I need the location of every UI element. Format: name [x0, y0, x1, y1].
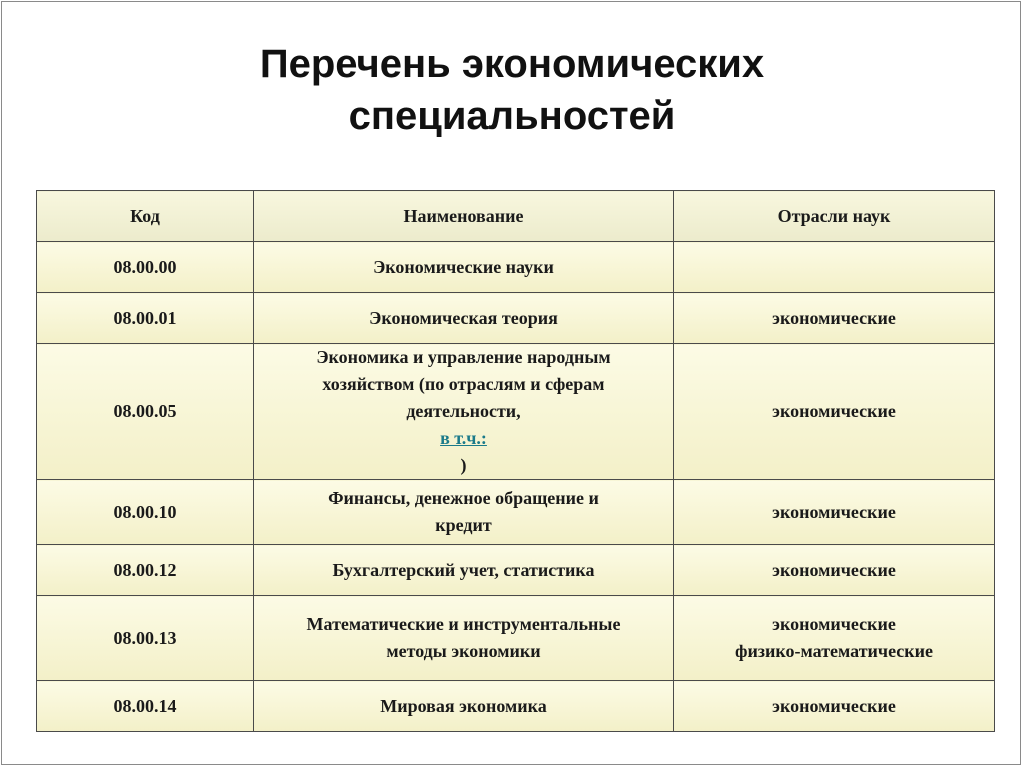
table-row: [37, 681, 995, 732]
specialties-table: [36, 190, 995, 732]
name-line: Бухгалтерский учет, статистика: [332, 559, 595, 580]
field-line: экономические: [772, 501, 896, 522]
name-text: деятельности,: [406, 401, 521, 421]
name-line: методы экономики: [386, 641, 541, 661]
cell-code: 08.00.12: [37, 545, 254, 596]
cell-code: 08.00.05: [37, 344, 254, 480]
name-line: кредит: [435, 515, 492, 535]
name-line: Финансы, денежное обращение и: [328, 488, 599, 508]
table-row: [37, 596, 995, 681]
cell-field: [674, 242, 995, 293]
cell-code: 08.00.01: [37, 293, 254, 344]
field-line: экономические: [772, 401, 896, 421]
field-line: экономические: [772, 559, 896, 580]
name-line: [260, 398, 667, 479]
header-code: Код: [37, 191, 254, 242]
cell-field: [674, 545, 995, 596]
title-line-1: Перечень экономических: [259, 42, 765, 86]
cell-code: 08.00.10: [37, 480, 254, 545]
table-row: [37, 293, 995, 344]
cell-name: [254, 681, 674, 732]
inline-link[interactable]: в т.ч.:: [440, 428, 487, 448]
name-line: Математические и инструментальные: [306, 614, 621, 634]
name-line: Мировая экономика: [380, 695, 547, 716]
title-line-2: специальностей: [348, 94, 676, 138]
header-name: Наименование: [254, 191, 674, 242]
field-line: экономические: [772, 614, 896, 634]
cell-name: [254, 293, 674, 344]
cell-field: [674, 293, 995, 344]
cell-name: [254, 344, 674, 480]
cell-name: [254, 242, 674, 293]
name-line: Экономика и управление народным: [316, 347, 611, 367]
field-line: экономические: [772, 307, 896, 328]
cell-name: [254, 480, 674, 545]
cell-name: [254, 545, 674, 596]
field-line: физико-математические: [734, 641, 934, 661]
table-header-row: [37, 191, 995, 242]
cell-field: [674, 596, 995, 681]
name-line: Экономические науки: [373, 256, 554, 277]
cell-field: [674, 480, 995, 545]
table-row: [37, 344, 995, 480]
name-line: хозяйством (по отраслям и сферам: [322, 374, 605, 394]
name-text: ): [460, 455, 467, 475]
cell-name: [254, 596, 674, 681]
field-line: экономические: [772, 695, 896, 716]
cell-code: 08.00.14: [37, 681, 254, 732]
table-row: [37, 480, 995, 545]
table-row: [37, 545, 995, 596]
header-field: Отрасли наук: [674, 191, 995, 242]
cell-code: 08.00.13: [37, 596, 254, 681]
cell-code: 08.00.00: [37, 242, 254, 293]
cell-field: [674, 681, 995, 732]
name-line: Экономическая теория: [369, 307, 558, 328]
page-title: [0, 38, 1024, 142]
table-row: [37, 242, 995, 293]
cell-field: [674, 344, 995, 480]
